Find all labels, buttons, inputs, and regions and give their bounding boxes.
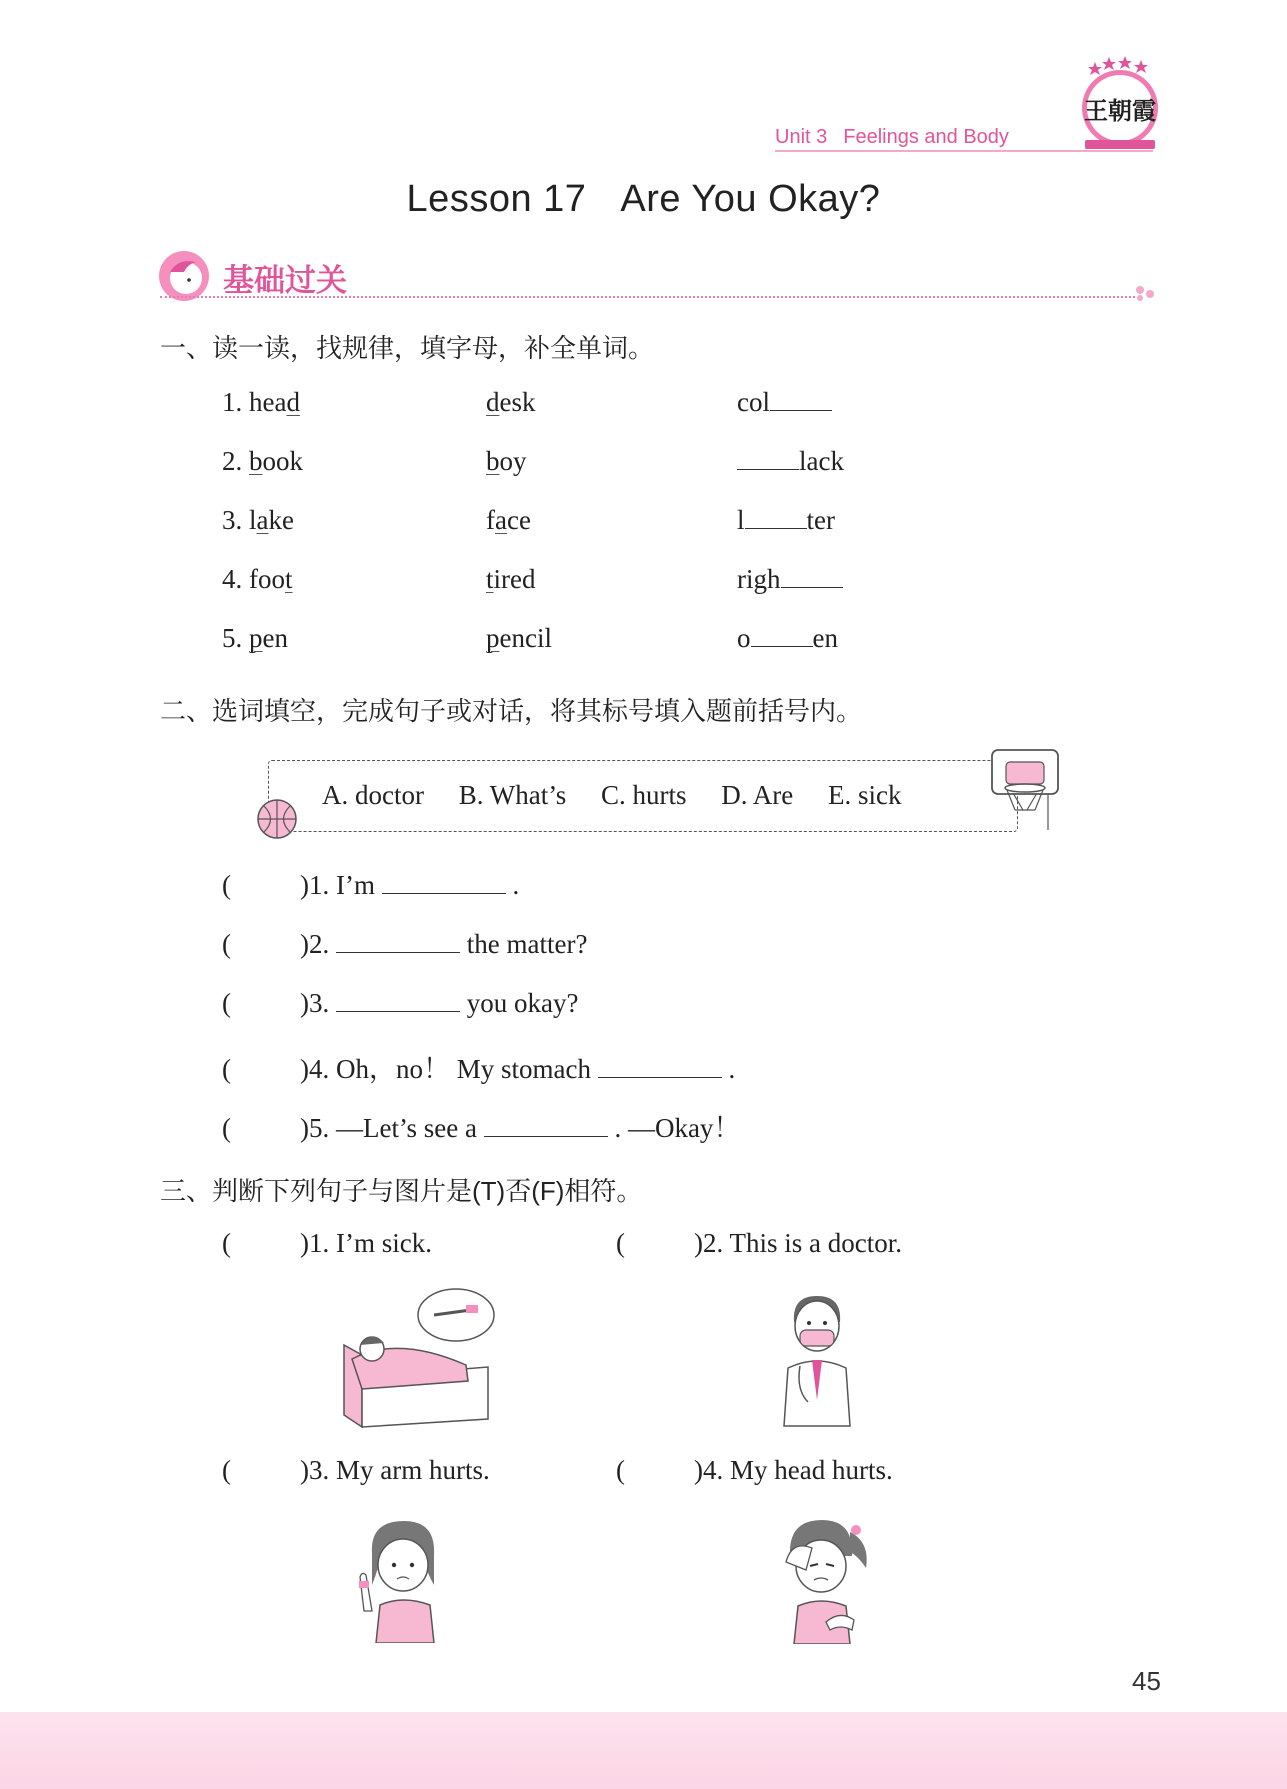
doctor-illustration [772,1290,862,1430]
q1-row-1-fill-blank[interactable]: col [737,387,832,418]
lesson-number: Lesson 17 [406,178,587,220]
q2-item-4: ( )4. Oh，no！ My stomach . [222,1054,736,1084]
q1-row-3-word-1: 3. lake [222,505,294,535]
unit-title: Feelings and Body [843,126,1009,148]
q1-row-5-fill-blank[interactable]: o en [737,623,838,653]
section-divider [160,296,1135,298]
q3-item-1: ( )1. I’m sick. [222,1228,432,1258]
q2-item-1: ( )1. I’m . [222,870,520,900]
page-title [0,178,1287,221]
option-d: D. Are [721,780,794,810]
q3-item-4-text: 4. My head hurts. [703,1455,893,1485]
decorative-dots-icon [1134,284,1160,302]
option-e: E. sick [827,780,902,810]
answer-paren[interactable]: ( [222,1113,231,1143]
q2-item-5: ( )5. —Let’s see a . —Okay！ [222,1113,741,1143]
q1-row-4-word-2: tired [486,564,536,594]
q1-row-5-word-2: pencil [486,623,552,653]
q1-row-2-word-1: 2. book [222,446,303,476]
fill-blank[interactable] [336,951,460,953]
q3-item-2: ( )2. This is a doctor. [616,1228,902,1258]
q1-title: 一、读一读，找规律，填字母，补全单词。 [160,333,655,363]
fill-blank[interactable] [598,1076,722,1078]
fill-blank[interactable] [382,892,506,894]
answer-paren[interactable]: ( [222,929,231,959]
girl-face-icon [158,250,210,302]
basketball-hoop-icon [988,748,1062,832]
page-number: 45 [1132,1666,1161,1696]
lesson-name: Are You Okay? [620,178,881,220]
q2-title: 二、选词填空，完成句子或对话，将其标号填入题前括号内。 [160,696,863,726]
q1-row-1-word-2: desk [486,387,536,417]
option-a: A. doctor [322,780,424,810]
q3-item-3: ( )3. My arm hurts. [222,1455,490,1485]
footer-band [0,1712,1287,1789]
answer-paren[interactable]: ( [222,988,231,1018]
basketball-icon [256,798,298,840]
option-b: B. What’s [458,780,567,810]
girl-bandaged-finger-illustration [350,1515,450,1643]
q1-row-4-fill-blank[interactable]: righ [737,564,843,595]
q2-item-2: ( )2. the matter? [222,929,588,959]
girl-headache-illustration [770,1512,875,1644]
answer-paren[interactable]: ( [222,870,231,900]
q3-item-4: ( )4. My head hurts. [616,1455,893,1485]
q1-row-2-fill-blank[interactable]: lack [737,446,844,477]
section-title: 基础过关 [223,263,347,298]
word-bank-options [322,780,929,811]
q2-item-3: ( )3. you okay? [222,988,579,1018]
q1-row-2-word-2: boy [486,446,527,476]
publisher-seal-logo [1073,56,1167,156]
q1-row-5-word-1: 5. pen [222,623,288,653]
q3-item-2-text: 2. This is a doctor. [703,1228,902,1258]
q3-item-1-text: 1. I’m sick. [309,1228,432,1258]
q1-row-1-word-1: 1. head [222,387,300,417]
q1-row-3-word-2: face [486,505,531,535]
q3-title: 三、判断下列句子与图片是(T)否(F)相符。 [160,1176,643,1206]
sick-child-in-bed-illustration [338,1285,496,1430]
fill-blank[interactable] [336,1010,460,1012]
fill-blank[interactable] [484,1135,608,1137]
q3-item-3-text: 3. My arm hurts. [309,1455,490,1485]
answer-paren[interactable]: ( [222,1054,231,1084]
seal-logo-text: 王朝霞 [1084,97,1156,125]
option-c: C. hurts [600,780,687,810]
q1-row-3-fill-blank[interactable]: l ter [737,505,835,535]
q1-row-4-word-1: 4. foot [222,564,293,594]
unit-label: Unit 3 [775,126,828,148]
